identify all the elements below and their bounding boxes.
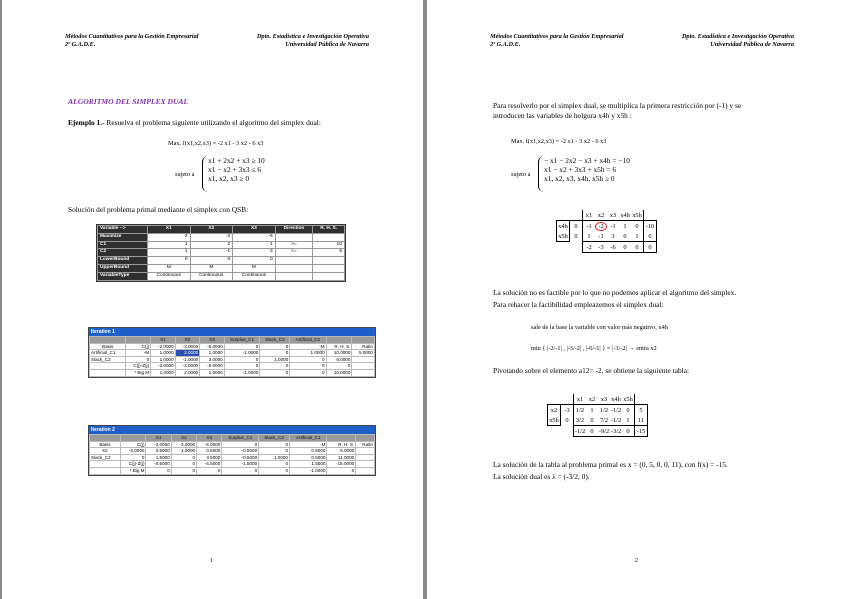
tableau-cell: 0: [631, 221, 644, 232]
simplex-tableau-2: [547, 394, 648, 437]
example-statement: [68, 118, 321, 127]
iter-basis-cell: Slack_C2: [90, 454, 121, 461]
iter-cell: [356, 454, 375, 461]
iter-cell: 0: [224, 356, 260, 363]
iter-cell: 1.0000: [290, 350, 326, 357]
iter-cell: 0: [259, 461, 290, 468]
tableau-cell: -15: [635, 426, 648, 437]
qsb-row: [98, 249, 345, 257]
page-header-right: [257, 33, 369, 48]
iteration-subheader-row: [90, 343, 375, 350]
iter-cell: [90, 363, 126, 370]
iter-cell: -4.5000: [197, 461, 222, 468]
iter-cell: 5.0000: [352, 350, 375, 357]
tableau-cell: 3: [611, 232, 615, 240]
iter-cell: [90, 467, 121, 474]
iter-cell: [352, 363, 375, 370]
tableau-pivot-cell: [595, 221, 607, 232]
iter-header-cell: Surplus_C1: [222, 435, 259, 442]
qsb-cell[interactable]: <=: [275, 249, 313, 257]
iter-cell: C(j): [126, 343, 151, 350]
qsb-row-label: VariableType: [98, 272, 148, 280]
header-course: Métodos Cuantitativos para la Gestión Empresarial: [490, 33, 624, 40]
iteration-row: [90, 467, 375, 474]
iter-cell: [356, 448, 375, 455]
iter-cell: 0: [171, 467, 196, 474]
subject-to-label: sujeto a: [175, 171, 195, 178]
iter-cell: 2.0000: [175, 369, 200, 376]
qsb-header-cell: Variable -->: [98, 226, 148, 234]
iter-cell: 0.5000: [290, 448, 327, 455]
qsb-cell[interactable]: -6: [233, 233, 276, 241]
tableau-cell: -1: [583, 221, 596, 232]
constraint-1: − x1 − 2x2 − x3 + x4h = −10: [544, 156, 630, 165]
qsb-header-cell: X3: [233, 226, 276, 234]
iter-cell: 0: [120, 454, 146, 461]
tableau-cb: 0: [561, 415, 574, 426]
qsb-cell[interactable]: [275, 272, 313, 280]
header-department: Dpto. Estadística e Investigación Operativa: [681, 33, 794, 40]
iter-cell: 10.0000: [326, 350, 352, 357]
qsb-header-cell: X2: [190, 226, 233, 234]
intro-line-1: Para resolverlo por el simplex dual, se multiplica la primera restricción por (-1) y se: [493, 101, 742, 110]
tableau-cb: 0: [570, 221, 583, 232]
header-university: Universidad Pública de Navarra: [285, 40, 369, 48]
iter-cell: 3.5000: [197, 454, 222, 461]
iter-cell: 0: [224, 363, 260, 370]
pivot-statement: Pivotando sobre el elemento a12= -2, se obtiene la siguiente tabla:: [493, 366, 690, 375]
iter-cell: [90, 369, 126, 376]
qsb-row-label: C2: [98, 249, 148, 257]
iter-basis-cell: Artificial_C1: [90, 350, 126, 357]
document-page-1: [2, 0, 423, 599]
iter-cell: * Big M: [126, 369, 151, 376]
iter-cell: [352, 369, 375, 376]
qsb-header-cell: R. H. S.: [313, 226, 345, 234]
tableau-row: [548, 415, 648, 426]
tableau-col-header: x4h: [620, 211, 630, 219]
iter-header-cell: Slack_C2: [259, 435, 290, 442]
iter-basis-cell: X2: [90, 448, 121, 455]
tableau-cell: -3/2: [610, 427, 622, 435]
iter-cell: 1.0000: [200, 369, 225, 376]
iter-cell: -0.5000: [146, 461, 171, 468]
iter-cell: R. H. S.: [326, 343, 352, 350]
iter-header-cell: [352, 337, 375, 344]
tableau-cell: -2: [583, 242, 596, 253]
tableau-cell: -1/2: [610, 406, 622, 414]
iter-cell: 0: [259, 467, 290, 474]
tableau-row: [548, 405, 648, 416]
tableau-cb: 0: [570, 231, 583, 242]
qsb-row: [98, 264, 345, 272]
iter-cell: 0.5000: [197, 448, 222, 455]
iter-cell: 1.5000: [146, 454, 171, 461]
qsb-cell[interactable]: >=: [275, 241, 313, 249]
qsb-iteration-2-window: [88, 425, 376, 476]
iter-cell: 11.0000: [327, 454, 356, 461]
qsb-row: [98, 257, 345, 265]
iter-cell: 0: [326, 363, 352, 370]
iter-cell: [90, 461, 121, 468]
example-text: Resuelva el problema siguiente utilizando el algoritmo del simplex dual:: [104, 118, 321, 127]
iter-cell: -1.0000: [290, 467, 327, 474]
iter-cell: 6.0000: [326, 356, 352, 363]
iter-header-cell: [356, 435, 375, 442]
iter-cell: -M: [126, 350, 151, 357]
page-number: 2: [635, 558, 638, 564]
iteration-header-row: [90, 337, 375, 344]
qsb-row-label: UpperBound: [98, 264, 148, 272]
qsb-cell[interactable]: [313, 233, 345, 241]
header-department: Dpto. Estadística e Investigación Operativa: [256, 33, 369, 40]
tableau-basis: x4h: [558, 222, 568, 230]
iter-header-cell: Artificial_C1: [290, 435, 327, 442]
page-number: 1: [210, 558, 213, 564]
iter-cell: -1.0000: [224, 369, 260, 376]
iter-cell: R. H. S.: [327, 441, 356, 448]
qsb-cell[interactable]: 2: [190, 241, 233, 249]
tableau-rhs: 5: [635, 405, 648, 416]
pivot-circle: -2: [595, 222, 606, 231]
qsb-cell[interactable]: 1: [147, 241, 190, 249]
tableau-bottom-row: [557, 242, 657, 253]
qsb-cell[interactable]: [275, 233, 313, 241]
header-course: Métodos Cuantitativos para la Gestión Empresarial: [65, 33, 199, 40]
iter-cell: 1.0000: [260, 356, 290, 363]
iter-cell: 1.5000: [290, 461, 327, 468]
dual-solution: La solución dual es λ = (-3/2, 0).: [493, 472, 590, 481]
qsb-cell[interactable]: -2: [147, 233, 190, 241]
iter-header-cell: [120, 435, 146, 442]
iter-cell: 1.0000: [151, 369, 176, 376]
iter-cell: -1.0000: [224, 350, 260, 357]
tableau-col-header: x3: [600, 395, 608, 403]
iter-cell: Ratio: [352, 343, 375, 350]
tableau-cell: -6: [607, 242, 619, 253]
iter-cell: 0: [290, 356, 326, 363]
iter-header-cell: [90, 337, 126, 344]
constraint-nonneg: x1, x2, x3, x4h, x5h ≥ 0: [544, 174, 615, 183]
iter-cell: -15.0000: [327, 461, 356, 468]
iter-cell: 1.0000: [171, 448, 196, 455]
iter-cell: 0: [260, 363, 290, 370]
tableau-basis: x5h: [558, 232, 568, 240]
iter-cell: * Big M: [120, 467, 146, 474]
tableau-cell: -1/2: [610, 416, 622, 424]
iteration-row: [90, 363, 375, 370]
section-title: ALGORITMO DEL SIMPLEX DUAL: [68, 97, 189, 106]
qsb-cell[interactable]: [313, 264, 345, 272]
page-header-left: [490, 33, 623, 48]
iter-header-cell: [326, 337, 352, 344]
objective-function: Max. f(x1,x2,x3) = -2 x1 - 3 x2 - 6 x3: [511, 138, 607, 145]
iter-cell: 5.0000: [327, 448, 356, 455]
iter-cell: -3.0000: [120, 448, 146, 455]
qsb-cell[interactable]: 0: [190, 257, 233, 265]
iteration-header-row: [90, 435, 375, 442]
tableau-col-header: x4h: [611, 395, 621, 403]
tableau-header-row: [557, 210, 657, 221]
tableau-cell: -1/2: [574, 427, 586, 435]
simplex-tableau-1: [556, 210, 657, 253]
tableau-cell: -1: [598, 232, 604, 240]
iter-cell: 0: [259, 448, 290, 455]
iter-cell: 0: [224, 343, 260, 350]
qsb-iteration-1-window: [88, 327, 376, 378]
iter-cell: 0: [126, 356, 151, 363]
iteration-row: [90, 369, 375, 376]
iter-cell: [356, 467, 375, 474]
qsb-cell[interactable]: 1: [233, 241, 276, 249]
iter-cell: 0: [290, 369, 326, 376]
page-header-right: [682, 33, 794, 48]
iter-cell: 0: [222, 441, 259, 448]
tableau-cell: 1/2: [574, 405, 587, 416]
iter-header-cell: X1: [151, 337, 176, 344]
qsb-cell[interactable]: 6: [313, 249, 345, 257]
tableau-col-header: x5h: [632, 211, 642, 219]
example-label: Ejemplo 1.-: [68, 118, 105, 127]
iter-cell: 3.0000: [200, 356, 225, 363]
iteration-2-titlebar: Iteration 2: [89, 426, 375, 434]
iter-cell: 0.5000: [290, 454, 327, 461]
iter-cell: 1.0000: [151, 356, 176, 363]
tableau-cell: 0: [631, 242, 644, 253]
iteration-subheader-row: [90, 441, 375, 448]
constraints-list: [208, 156, 265, 183]
qsb-cell[interactable]: M: [147, 264, 190, 272]
iter-cell: 1.0000: [200, 350, 225, 357]
constraint-2: x1 − x2 + 3x3 ≤ 6: [208, 165, 262, 174]
tableau-col-header: x3: [609, 211, 617, 219]
iteration-row: [90, 356, 375, 363]
iter-cell: -1.0000: [175, 356, 200, 363]
iter-cell: Ratio: [356, 441, 375, 448]
tableau-cell: 3/2: [574, 415, 587, 426]
qsb-cell[interactable]: Continuous: [233, 272, 276, 280]
iter-header-cell: Slack_C2: [260, 337, 290, 344]
qsb-input-table: [96, 224, 346, 282]
ratio-test: min { |-2/-1| , |-3/-2| , |-6/-1| } = |-3/-2| → entra x2: [531, 345, 657, 352]
iter-header-cell: [327, 435, 356, 442]
qsb-header-cell: X1: [147, 226, 190, 234]
tableau-cell: 0: [623, 232, 627, 240]
iter-cell: -3.0000: [175, 343, 200, 350]
iteration-row: [90, 461, 375, 468]
iter-cell: -1.5000: [222, 461, 259, 468]
tableau-cell: 0: [590, 416, 594, 424]
iter-header-cell: X1: [146, 435, 171, 442]
tableau-cell: 1: [586, 405, 598, 416]
qsb-row: [98, 233, 345, 241]
iter-cell: 0: [260, 369, 290, 376]
qsb-cell[interactable]: [275, 264, 313, 272]
qsb-cell[interactable]: 3: [233, 249, 276, 257]
iter-cell: Basis: [90, 343, 126, 350]
iter-cell: -0.5000: [222, 454, 259, 461]
qsb-cell[interactable]: 1: [147, 249, 190, 257]
iter-cell: 0: [171, 454, 196, 461]
iter-cell: -2.0000: [151, 343, 176, 350]
infeasible-line-1: La solución no es factible por lo que no podemos aplicar el algoritmo del simplex.: [493, 288, 737, 297]
iter-cell: -M: [290, 343, 326, 350]
intro-line-2: introducen las variables de holgura x4h y x5h :: [493, 111, 632, 120]
qsb-cell[interactable]: Continuous: [147, 272, 190, 280]
iter-cell: -6.0000: [200, 363, 225, 370]
iteration-row: [90, 454, 375, 461]
tableau-cell: 0: [622, 426, 635, 437]
tableau-cell: 1: [583, 231, 596, 242]
iter-cell: -3.0000: [171, 441, 196, 448]
qsb-cell[interactable]: -3: [190, 233, 233, 241]
qsb-cell[interactable]: 0: [147, 257, 190, 265]
document-page-2: [427, 0, 848, 599]
iteration-row: [90, 350, 375, 357]
iter-cell: [356, 461, 375, 468]
qsb-cell[interactable]: [313, 272, 345, 280]
iter-cell: -3.0000: [175, 363, 200, 370]
tableau-col-header: x1: [583, 210, 596, 221]
tableau-cell: 7/2: [599, 416, 609, 424]
iter-cell: -0.5000: [222, 448, 259, 455]
tableau-cell: 0: [619, 242, 631, 253]
tableau-cell: 0: [644, 242, 657, 253]
tableau-rhs: -10: [644, 221, 657, 232]
iter-cell: 0: [327, 467, 356, 474]
qsb-cell[interactable]: Continuous: [190, 272, 233, 280]
constraints-list: [544, 156, 630, 183]
iter-header-cell: Artificial_C1: [290, 337, 326, 344]
iter-cell: -2.0000: [151, 363, 176, 370]
iter-cell: 1.0000: [259, 454, 290, 461]
iter-cell: 1.0000: [151, 350, 176, 357]
qsb-solution-caption: Solución del problema primal mediante el simplex con QSB:: [68, 205, 249, 214]
iter-cell: C(j): [120, 441, 146, 448]
iter-cell: C(j)-Z(j): [126, 363, 151, 370]
iter-header-cell: X2: [175, 337, 200, 344]
iter-cell: -6.0000: [200, 343, 225, 350]
qsb-row-label: LowerBound: [98, 257, 148, 265]
constraint-nonneg: x1, x2, x3 ≥ 0: [208, 174, 250, 183]
tableau-rhs: 6: [644, 231, 657, 242]
header-degree: 2º G.A.D.E.: [65, 40, 96, 48]
qsb-cell[interactable]: [275, 257, 313, 265]
qsb-cell[interactable]: 0: [233, 257, 276, 265]
iteration-row: [90, 448, 375, 455]
tableau-col-header: x5h: [623, 395, 633, 403]
tableau-cell: -3: [595, 242, 607, 253]
iter-header-cell: [126, 337, 151, 344]
tableau-cell: 1: [635, 232, 639, 240]
tableau-cell: -9/2: [598, 427, 610, 435]
iter-cell: 0: [260, 343, 290, 350]
iter-cell: 0: [197, 467, 222, 474]
qsb-cell[interactable]: -1: [190, 249, 233, 257]
iter-cell: 10.0000: [326, 369, 352, 376]
tableau-col-header: x2: [597, 211, 605, 219]
primal-solution: La solución de la tabla al problema primal es x = (0, 5, 0, 0, 11), con f(x) = -15.: [493, 460, 728, 469]
iter-cell: -2.0000: [146, 441, 171, 448]
iter-cell: Basis: [90, 441, 121, 448]
iter-header-cell: X2: [171, 435, 196, 442]
tableau-cell: 1: [626, 416, 630, 424]
qsb-row: [98, 272, 345, 280]
tableau-col-header: x1: [574, 394, 587, 405]
iter-cell: 0: [259, 441, 290, 448]
qsb-row: [98, 241, 345, 249]
tableau-basis: x2: [548, 405, 561, 416]
tableau-cell: 0: [586, 426, 598, 437]
qsb-header-row: [98, 226, 345, 234]
page-header-left: [65, 33, 198, 48]
qsb-row-label: Maximize: [98, 233, 148, 241]
iter-cell: -M: [290, 441, 327, 448]
tableau-cell: 1: [619, 221, 631, 232]
tableau-col-header: x2: [588, 395, 596, 403]
header-university: Universidad Pública de Navarra: [710, 40, 794, 48]
tableau-rhs: 11: [635, 415, 648, 426]
tableau-header-row: [548, 394, 648, 405]
iter-cell: 0: [222, 467, 259, 474]
iter-header-cell: [90, 435, 121, 442]
qsb-row-label: C1: [98, 241, 148, 249]
leaving-variable-rule: sale de la base la variable con valor más negativo, x4h: [531, 324, 668, 331]
objective-function: Max. f(x1,x2,x3) = -2 x1 - 3 x2 - 6 x3: [168, 140, 264, 147]
tableau-row: [557, 231, 657, 242]
iter-cell: -6.0000: [197, 441, 222, 448]
qsb-cell[interactable]: M: [190, 264, 233, 272]
header-degree: 2º G.A.D.E.: [490, 40, 521, 48]
iter-header-cell: X3: [197, 435, 222, 442]
iter-cell: 0: [260, 350, 290, 357]
qsb-cell[interactable]: 10: [313, 241, 345, 249]
qsb-header-cell: Direction: [275, 226, 313, 234]
iter-pivot-cell: 2.0000: [175, 350, 200, 357]
tableau-basis: x5h: [549, 416, 559, 424]
iter-header-cell: X3: [200, 337, 225, 344]
tableau-cell: 1/2: [599, 406, 609, 414]
tableau-cb: -3: [561, 405, 574, 416]
constraint-2: x1 − x2 + 3x3 + x5h = 6: [544, 165, 617, 174]
iter-cell: C(j)-Z(j): [120, 461, 146, 468]
iter-cell: 0.5000: [146, 448, 171, 455]
iter-header-cell: Surplus_C1: [224, 337, 260, 344]
tableau-bottom-row: [548, 426, 648, 437]
tableau-row: [557, 221, 657, 232]
iter-cell: 0: [146, 467, 171, 474]
iteration-1-titlebar: Iteration 1: [89, 328, 375, 336]
iter-cell: 0: [171, 461, 196, 468]
tableau-cell: 0: [622, 405, 635, 416]
qsb-cell[interactable]: [313, 257, 345, 265]
iter-cell: [352, 356, 375, 363]
iter-basis-cell: Slack_C2: [90, 356, 126, 363]
iter-cell: 0: [290, 363, 326, 370]
qsb-cell[interactable]: M: [233, 264, 276, 272]
subject-to-label: sujeto a: [511, 171, 531, 178]
constraint-1: x1 + 2x2 + x3 ≥ 10: [208, 156, 265, 165]
infeasible-line-2: Para rehacer la factibilidad empleazemos el simplex dual:: [493, 300, 664, 309]
tableau-cell: -1: [607, 221, 619, 232]
